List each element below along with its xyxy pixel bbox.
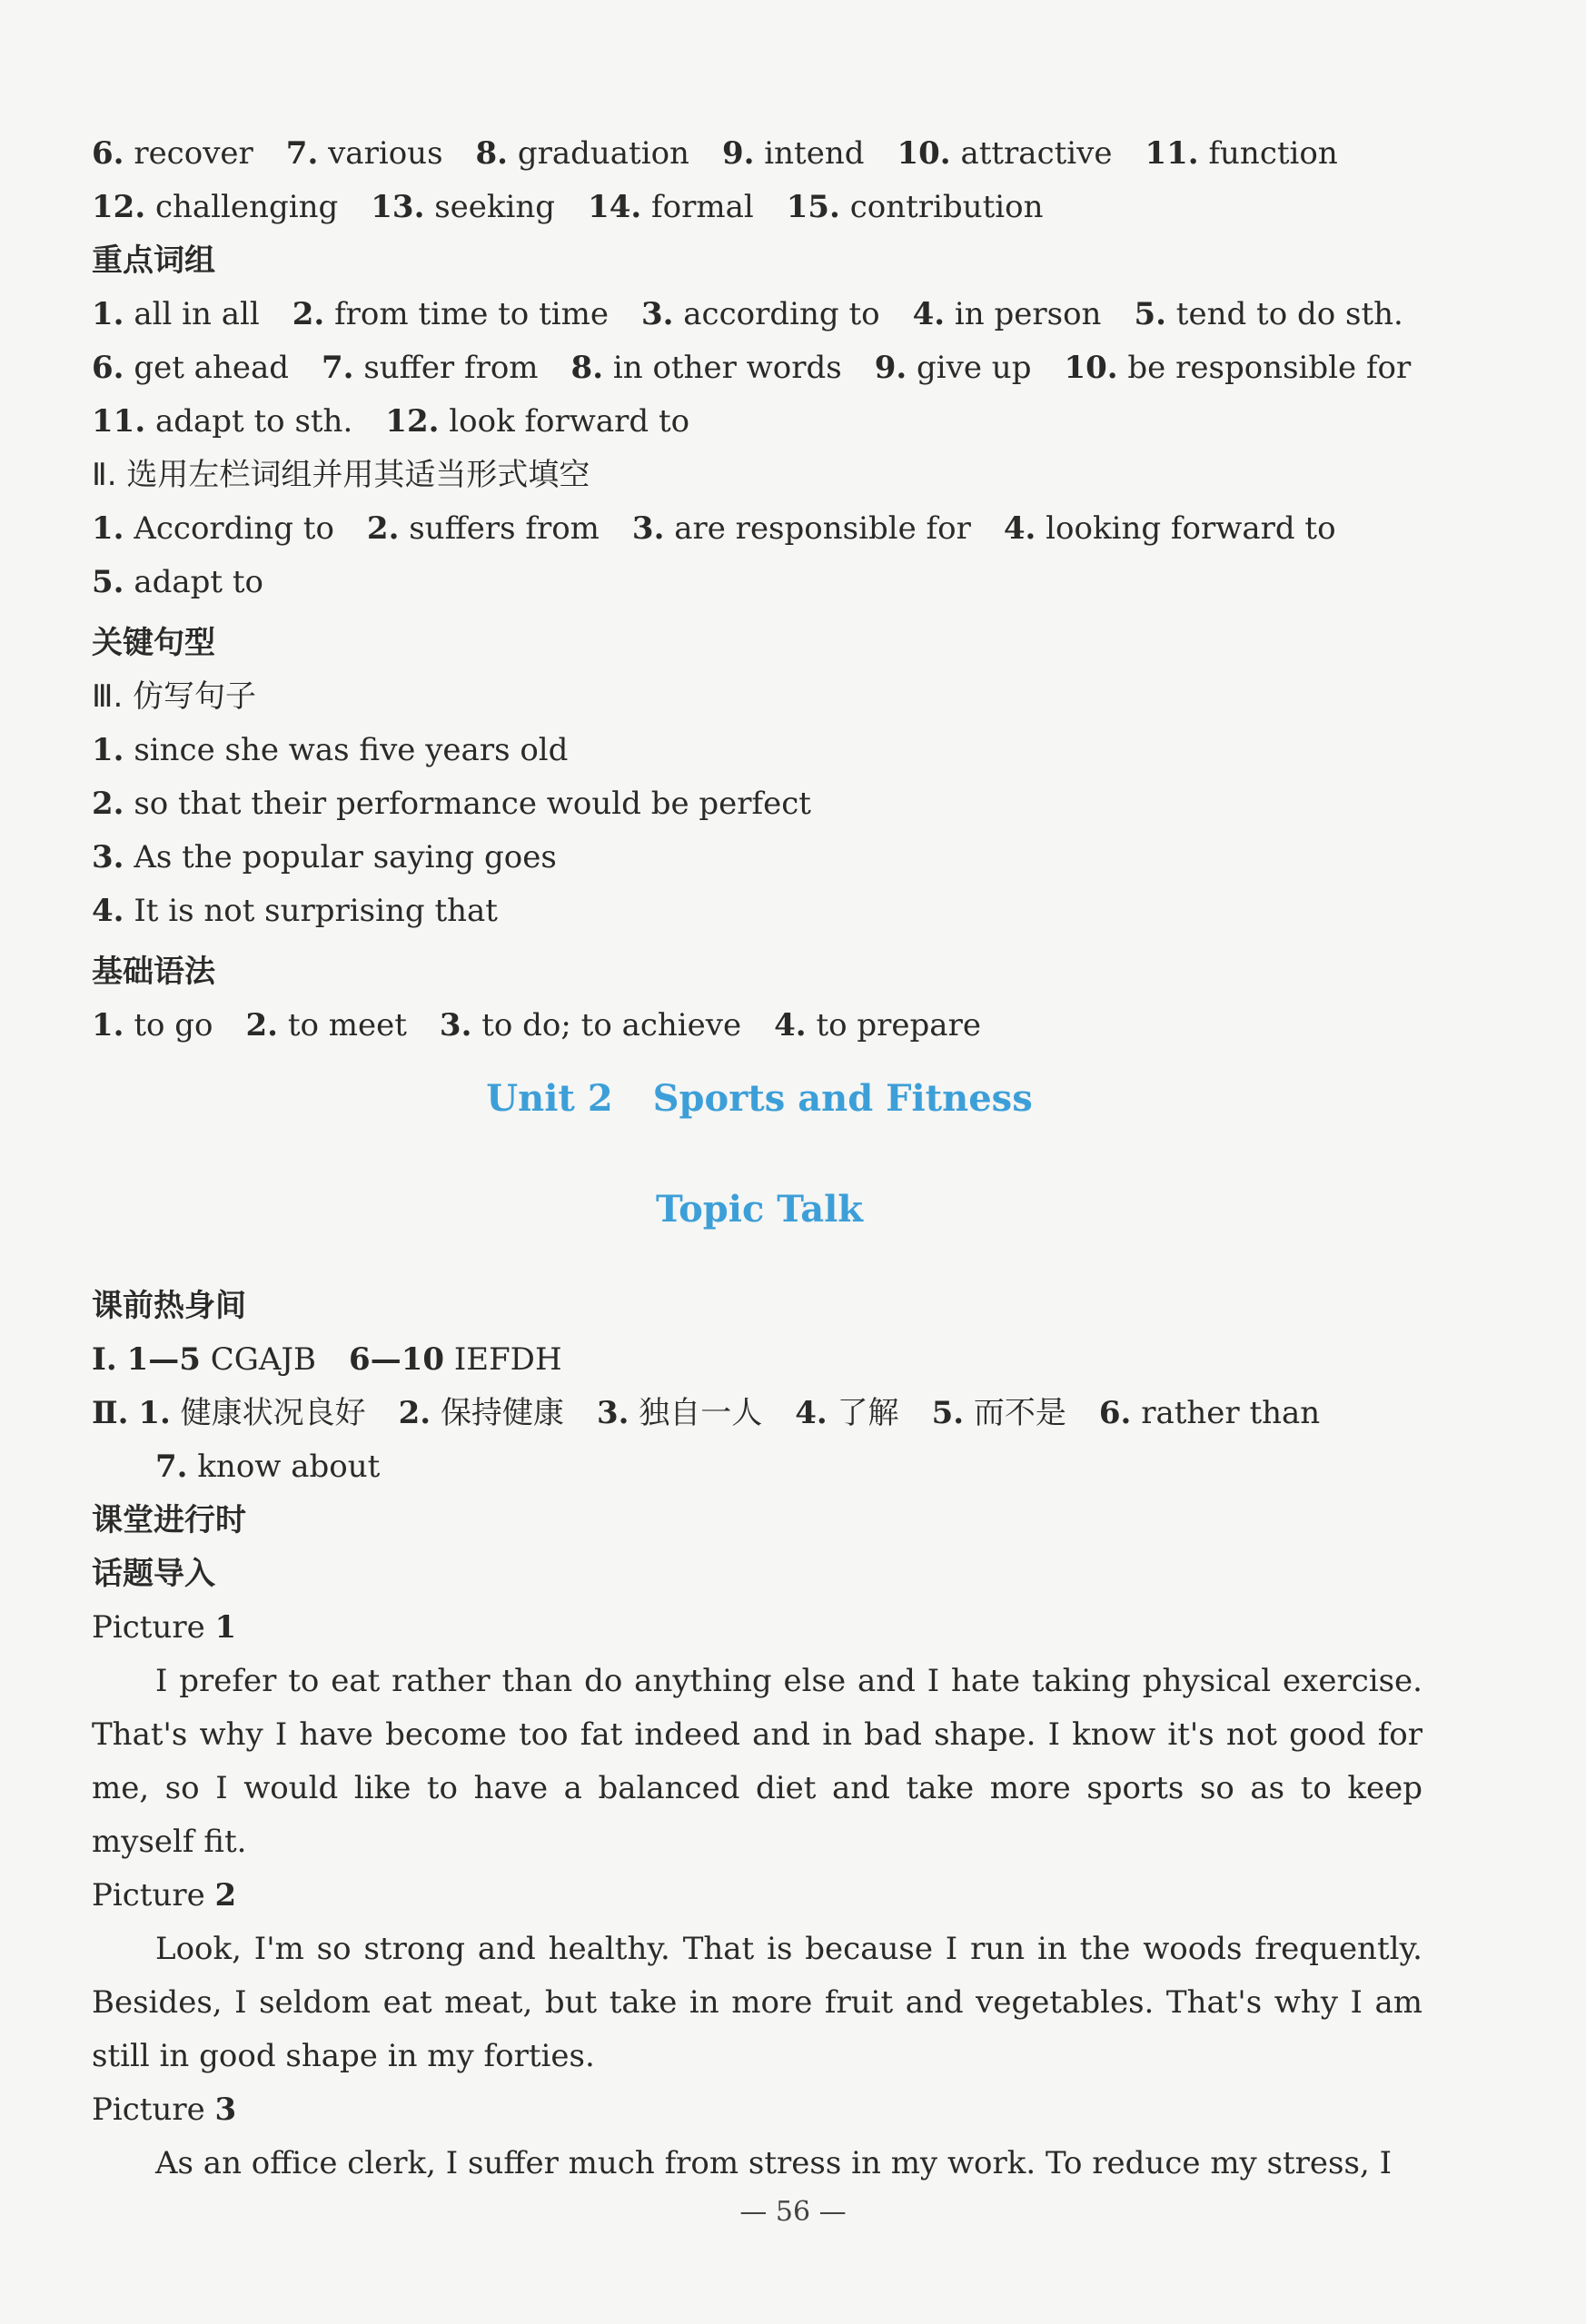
section-3-line: 1. since she was five years old [92, 732, 569, 768]
picture-paragraph: I prefer to eat rather than do anything else and I hate taking physical exercise. That's why I have become too fat indeed and in bad shape. I know it's not good for me, so I would like to have a balanced diet and take more sports so as to keep myself fit. [92, 1663, 1422, 1860]
section-2-label: Ⅱ. 选用左栏词组并用其适当形式填空 [92, 457, 590, 493]
picture-paragraph: Look, I'm so strong and healthy. That is because I run in the woods frequently. Besides, I seldom eat meat, but take in more fruit and vegetables. That's why I am still in good shape in my forties. [92, 1931, 1422, 2074]
grammar-line: 1. to go 2. to meet 3. to do; to achieve 4. to prepare [92, 1007, 981, 1043]
warmup-line-1: Ⅰ. 1—5 CGAJB 6—10 IEFDH [92, 1341, 562, 1378]
phrase-line: 6. get ahead 7. suffer from 8. in other words 9. give up 10. be responsible for [92, 350, 1412, 386]
heading-basic-grammar: 基础语法 [92, 954, 215, 990]
vocab-line: 12. challenging 13. seeking 14. formal 15. contribution [92, 189, 1044, 225]
picture-label: Picture 1 [92, 1609, 237, 1646]
phrase-line: 11. adapt to sth. 12. look forward to [92, 403, 690, 440]
vocab-line: 6. recover 7. various 8. graduation 9. intend 10. attractive 11. function [92, 135, 1338, 172]
section-3-line: 2. so that their performance would be perfect [92, 786, 811, 822]
picture-label: Picture 2 [92, 1877, 237, 1914]
heading-in-class: 课堂进行时 [92, 1502, 246, 1538]
warmup-line-2: Ⅱ. 1. 健康状况良好 2. 保持健康 3. 独自一人 4. 了解 5. 而不是 6. rather than [92, 1395, 1321, 1431]
heading-topic-intro: 话题导入 [92, 1556, 215, 1592]
topic-title: Topic Talk [655, 1188, 864, 1231]
heading-warmup: 课前热身间 [92, 1288, 246, 1324]
section-3-line: 4. It is not surprising that [92, 893, 498, 929]
section-2-line: 5. adapt to [92, 564, 263, 600]
picture-label: Picture 3 [92, 2092, 237, 2128]
section-3-label: Ⅲ. 仿写句子 [92, 678, 257, 715]
picture-paragraph: As an office clerk, I suffer much from stress in my work. To reduce my stress, I [155, 2145, 1392, 2181]
section-3-line: 3. As the popular saying goes [92, 839, 557, 875]
warmup-line-2-cont: 7. know about [155, 1449, 381, 1485]
page-number: — 56 — [739, 2196, 847, 2228]
heading-key-sentences: 关键句型 [92, 625, 215, 661]
answer-content [92, 127, 1454, 2190]
unit-title: Unit 2 Sports and Fitness [486, 1077, 1033, 1120]
heading-key-phrases: 重点词组 [92, 242, 215, 279]
section-2-line: 1. According to 2. suffers from 3. are responsible for 4. looking forward to [92, 510, 1336, 547]
phrase-line: 1. all in all 2. from time to time 3. according to 4. in person 5. tend to do sth. [92, 296, 1403, 332]
